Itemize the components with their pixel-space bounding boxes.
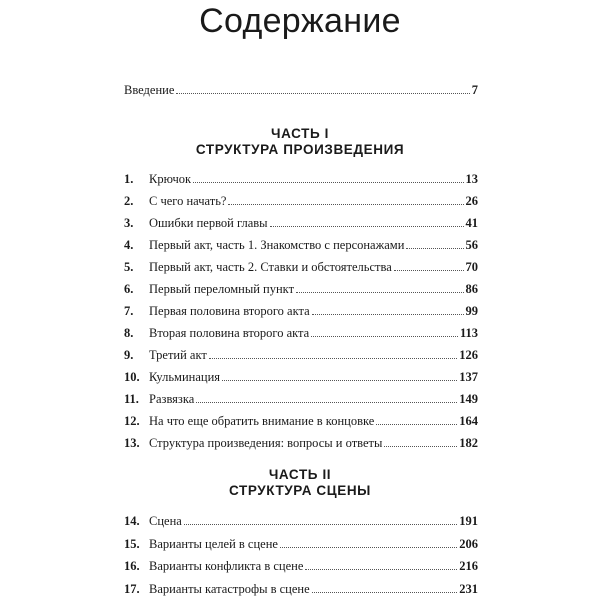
toc-entry-page: 99 (465, 304, 478, 318)
toc-entry-label: Варианты конфликта в сцене (149, 559, 304, 573)
toc-entry-label: Первая половина второго акта (149, 304, 310, 318)
toc-entry (124, 347, 478, 363)
part2-label: ЧАСТЬ II (268, 467, 332, 482)
toc-entry-number: 12. (124, 414, 140, 428)
toc-entry-page: 191 (459, 514, 478, 528)
dot-leader (280, 547, 457, 548)
toc-entry-label: Введение (124, 83, 175, 97)
toc-entry-page: 26 (465, 194, 478, 208)
toc-entry (124, 237, 478, 253)
dot-leader (228, 204, 463, 205)
toc-entry (124, 325, 478, 341)
toc-entry (124, 413, 478, 429)
dot-leader (312, 314, 464, 315)
dot-leader (270, 226, 464, 227)
toc-entry-number: 11. (124, 392, 139, 406)
toc-entry-label: Варианты катастрофы в сцене (149, 581, 310, 596)
toc-entry-number: 14. (124, 514, 140, 528)
dot-leader (311, 336, 458, 337)
toc-entry-label: Первый акт, часть 1. Знакомство с персонажами (149, 238, 405, 252)
toc-entry (124, 435, 478, 451)
dot-leader (305, 569, 457, 570)
toc-entry-page: 7 (471, 83, 478, 97)
toc-entry-number: 4. (124, 238, 134, 252)
toc-entry-page: 231 (459, 581, 478, 596)
toc-entry-page: 164 (459, 414, 478, 428)
toc-entry-number: 10. (124, 370, 140, 384)
part1-title: СТРУКТУРА ПРОИЗВЕДЕНИЯ (195, 142, 405, 157)
toc-entry-number: 16. (124, 559, 140, 573)
toc-entry-label: Первый переломный пункт (149, 282, 295, 296)
toc-entry (124, 259, 478, 275)
toc-entry (124, 558, 478, 574)
dot-leader (384, 446, 457, 447)
toc-entry-page: 137 (459, 370, 478, 384)
dot-leader (196, 402, 457, 403)
toc-entry (124, 369, 478, 385)
toc-entry-label: Кульминация (149, 370, 221, 384)
toc-entry (124, 281, 478, 297)
toc-entry (124, 193, 478, 209)
dot-leader (296, 292, 463, 293)
toc-entry-page: 182 (459, 436, 478, 450)
toc-entry-label: Сцена (149, 514, 182, 528)
part2-title: СТРУКТУРА СЦЕНЫ (228, 483, 371, 498)
toc-entry-number: 3. (124, 216, 134, 230)
toc-entry-page: 13 (465, 172, 478, 186)
toc-entry-number: 13. (124, 436, 140, 450)
toc-entry-label: Вторая половина второго акта (149, 326, 310, 340)
dot-leader (376, 424, 457, 425)
toc-entry-number: 6. (124, 282, 134, 296)
toc-entry-page: 206 (459, 536, 478, 551)
toc-entry-label: Третий акт (149, 348, 207, 362)
toc-entry (124, 581, 478, 597)
toc-entry (124, 303, 478, 319)
toc-entry-page: 41 (465, 216, 478, 230)
toc-entry-page: 113 (459, 326, 478, 340)
toc-entry (124, 215, 478, 231)
toc-entry-page: 70 (465, 260, 478, 274)
toc-entry (124, 513, 478, 529)
toc-entry-label: На что еще обратить внимание в концовке (149, 414, 375, 428)
toc-entry-number: 15. (124, 536, 140, 551)
dot-leader (406, 248, 463, 249)
page-title: Содержание (199, 2, 401, 40)
toc-entry-page: 126 (459, 348, 478, 362)
toc-entry-page: 56 (465, 238, 478, 252)
toc-entry-label: Развязка (149, 392, 195, 406)
toc-entry-label: Варианты целей в сцене (149, 536, 278, 551)
toc-entry-number: 17. (124, 581, 140, 596)
toc-entry (124, 391, 478, 407)
toc-entry-number: 1. (124, 172, 134, 186)
dot-leader (193, 182, 463, 183)
dot-leader (184, 524, 457, 525)
toc-entry-label: Крючок (149, 172, 192, 186)
toc-entry (124, 536, 478, 552)
toc-entry-page: 86 (465, 282, 478, 296)
dot-leader (222, 380, 457, 381)
toc-entry-page: 216 (459, 559, 478, 573)
toc-entry-number: 2. (124, 194, 134, 208)
toc-entry-number: 9. (124, 348, 134, 362)
dot-leader (176, 93, 469, 94)
toc-entry-label: Первый акт, часть 2. Ставки и обстоятельства (149, 260, 392, 274)
toc-entry-intro (124, 82, 478, 98)
toc-entry-number: 8. (124, 326, 134, 340)
toc-entry-number: 5. (124, 260, 134, 274)
dot-leader (312, 592, 458, 593)
toc-entry-number: 7. (124, 304, 134, 318)
toc-entry-page: 149 (459, 392, 478, 406)
toc-entry-label: Ошибки первой главы (149, 216, 268, 230)
part1-label: ЧАСТЬ I (271, 126, 329, 141)
toc-entry-label: Структура произведения: вопросы и ответы (149, 436, 383, 450)
toc-entry-label: С чего начать? (149, 194, 227, 208)
toc-entry (124, 171, 478, 187)
dot-leader (394, 270, 464, 271)
dot-leader (209, 358, 457, 359)
